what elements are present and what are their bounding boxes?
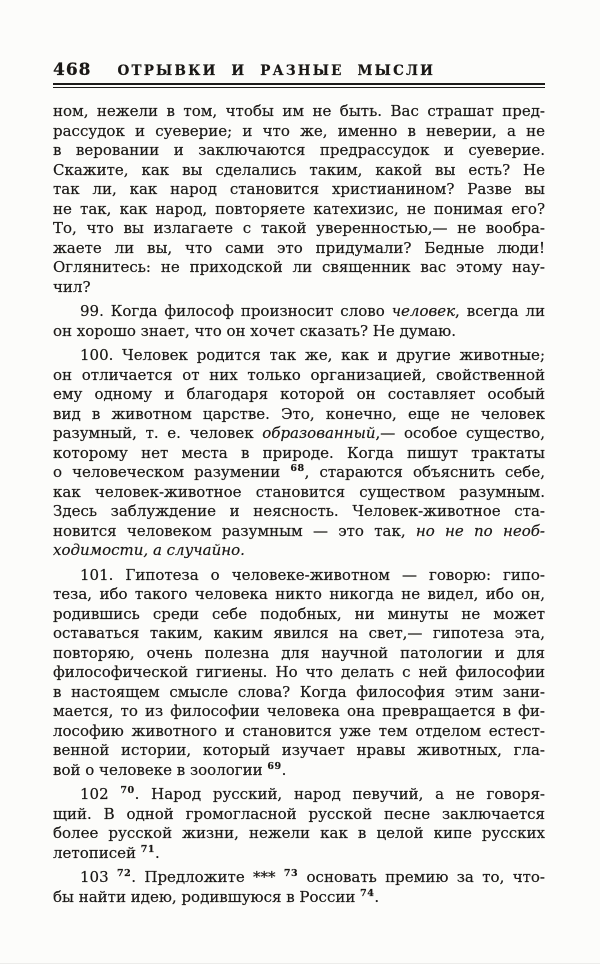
italic-text: человек	[391, 302, 456, 320]
text-line	[53, 785, 545, 805]
text-run: основать премию за то, что-	[298, 868, 546, 886]
text-run: вид в животном царстве. Это, конечно, еще не человек	[53, 404, 545, 423]
text-run: о человеческом разумении	[53, 463, 291, 481]
text-line	[53, 219, 545, 239]
text-run: , всегда ли	[455, 302, 545, 320]
text-run: родившись среди себе подобных, ни минуты не может	[53, 604, 545, 623]
footnote-ref: 69	[267, 760, 282, 772]
text-line	[53, 180, 545, 200]
footnote-ref: 74	[360, 887, 375, 899]
text-run: теза, ибо такого человека никто никогда не видел, ибо он,	[53, 585, 545, 603]
italic-text: но не по необ-	[415, 521, 545, 540]
text-line	[53, 346, 545, 366]
italic-text: образованный	[262, 424, 376, 442]
text-line	[53, 541, 545, 561]
text-run: оставаться таким, каким явился на свет,— гипотеза эта,	[53, 624, 545, 642]
header-rule-thick	[53, 83, 545, 85]
text-line	[53, 322, 545, 342]
text-line	[53, 405, 545, 425]
text-line	[53, 302, 545, 322]
footnote-ref: 71	[140, 843, 156, 855]
text-line	[53, 424, 545, 444]
text-run: рассудок и суеверие; и что же, именно в неверии, а не	[53, 121, 545, 140]
running-title: ОТРЫВКИ И РАЗНЫЕ МЫСЛИ	[117, 63, 436, 79]
text-line	[53, 141, 545, 161]
text-run: которому нет места в природе. Когда пишут трактаты	[53, 443, 545, 462]
text-run: новится человеком разумным — это так,	[53, 521, 416, 540]
text-line	[53, 102, 545, 122]
text-line	[53, 868, 545, 888]
text-run: он отличается от них только организацией, свойственной	[53, 365, 545, 384]
text-run: так ли, как народ становится христианином? Разве вы	[53, 180, 545, 198]
text-line	[53, 702, 545, 722]
text-run: 102	[80, 785, 121, 803]
text-line	[53, 278, 545, 298]
text-run: лософию животного и становится уже тем отделом естест-	[53, 721, 545, 740]
text-run: .	[374, 887, 380, 906]
text-run: 101. Гипотеза о человеке-животном — говорю: гипо-	[80, 565, 545, 584]
paragraph	[53, 302, 545, 341]
text-line	[53, 683, 545, 703]
text-run: .	[155, 843, 160, 862]
text-line	[53, 161, 545, 181]
text-run: более русской жизни, нежели как в целой кипе русских	[53, 824, 545, 842]
footnote-ref: 68	[290, 463, 305, 474]
text-line	[53, 805, 545, 825]
text-run: в настоящем смысле слова? Когда философия этим зани-	[53, 682, 545, 701]
text-run: как человек-животное становится существом разумным.	[53, 482, 545, 501]
text-line	[53, 444, 545, 464]
text-run: 103	[80, 868, 117, 886]
text-line	[53, 644, 545, 664]
text-run: .	[281, 760, 287, 779]
text-run: Скажите, как вы сделались таким, какой вы есть? Не	[53, 160, 545, 179]
text-run: мается, то из философии человека она превращается в фи-	[53, 702, 545, 720]
text-line	[53, 239, 545, 259]
text-line	[53, 663, 545, 683]
text-line	[53, 741, 545, 761]
text-run: вой о человеке в зоологии	[53, 760, 268, 779]
text-run: То, что вы излагаете с такой уверенностью,— не вообра-	[53, 219, 545, 237]
text-run: чил?	[53, 277, 91, 296]
text-run: ,— особое существо,	[375, 424, 545, 442]
paragraph	[53, 868, 545, 907]
text-line	[53, 502, 545, 522]
header-rule-thin	[53, 87, 545, 88]
text-run: разумный, т. е. человек	[53, 424, 263, 442]
paragraph	[53, 566, 545, 781]
paragraph	[53, 102, 545, 297]
text-run: жаете ли вы, что сами это придумали? Бедные люди!	[53, 238, 545, 257]
text-run: ном, нежели в том, чтобы им не быть. Вас страшат пред-	[53, 102, 545, 120]
text-line	[53, 624, 545, 644]
page-header	[53, 60, 545, 80]
text-run: он хорошо знает, что он хочет сказать? Не думаю.	[53, 321, 457, 340]
text-line	[53, 888, 545, 908]
text-line	[53, 722, 545, 742]
footnote-ref: 72	[117, 868, 132, 879]
text-line	[53, 761, 545, 781]
text-run: . Народ русский, народ певучий, а не говоря-	[134, 785, 545, 803]
text-line	[53, 605, 545, 625]
text-line	[53, 200, 545, 220]
text-line	[53, 122, 545, 142]
text-run: ему одному и благодаря которой он составляет особый	[53, 385, 545, 403]
text-line	[53, 844, 545, 864]
text-line	[53, 566, 545, 586]
footnote-ref: 70	[120, 785, 135, 796]
header-rule	[53, 83, 545, 88]
text-run: . Предложите ***	[131, 868, 284, 886]
text-run: летописей	[53, 843, 141, 862]
text-line	[53, 463, 545, 483]
paragraph	[53, 785, 545, 863]
text-line	[53, 522, 545, 542]
paragraph	[53, 346, 545, 561]
text-run: венной истории, который изучает нравы животных, гла-	[53, 741, 545, 759]
text-run: Оглянитесь: не приходской ли священник вас этому нау-	[53, 258, 545, 276]
text-line	[53, 483, 545, 503]
text-run: Здесь заблуждение и неясность. Человек-животное ста-	[53, 502, 545, 520]
text-run: философической гигиены. Но что делать с ней философии	[53, 663, 545, 681]
text-run: 100. Человек родится так же, как и другие животные;	[80, 346, 545, 364]
text-run: повторяю, очень полезна для научной патологии и для	[53, 643, 545, 662]
text-line	[53, 385, 545, 405]
text-run: бы найти идею, родившуюся в России	[53, 887, 361, 906]
footnote-ref: 73	[283, 868, 299, 879]
text-line	[53, 258, 545, 278]
body-text	[53, 102, 545, 912]
text-run: не так, как народ, повторяете катехизис, не понимая его?	[53, 199, 545, 218]
text-run: 99. Когда философ произносит слово	[80, 302, 392, 320]
text-run: в веровании и заключаются предрассудок и суеверие.	[53, 141, 545, 159]
text-line	[53, 824, 545, 844]
text-line	[53, 585, 545, 605]
text-line	[53, 366, 545, 386]
page-number: 468	[53, 60, 92, 80]
text-run: щий. В одной громогласной русской песне заключается	[53, 804, 545, 823]
text-run: , стараются объяснить себе,	[304, 463, 545, 481]
italic-text: ходимости, а случайно.	[53, 541, 245, 559]
